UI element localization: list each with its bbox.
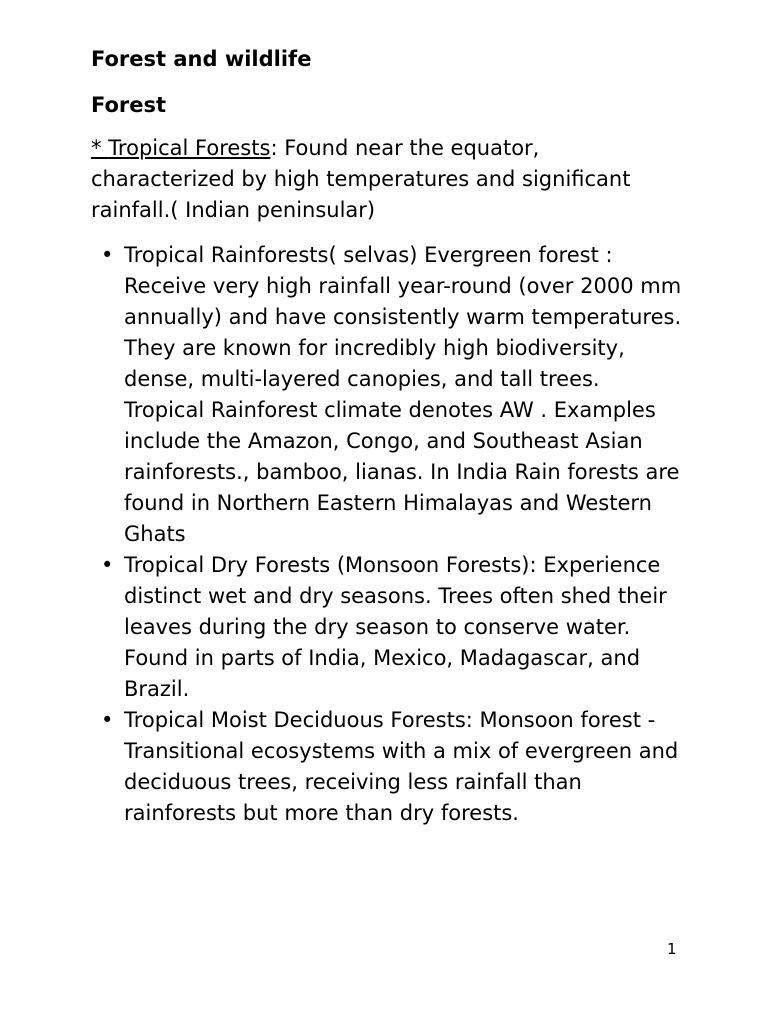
section-heading: Forest: [91, 93, 167, 117]
bullet-icon: •: [101, 243, 114, 267]
forest-type-list: [91, 240, 691, 829]
bullet-icon: •: [101, 553, 114, 577]
intro-term-text: Tropical Forests: [108, 136, 271, 160]
bullet-icon: •: [101, 708, 114, 732]
list-item: [91, 550, 684, 705]
intro-prefix: *: [91, 136, 109, 160]
intro-paragraph: [91, 133, 681, 226]
document-page: [91, 44, 691, 829]
list-item-text: Tropical Moist Deciduous Forests: Monsoon forest - Transitional ecosystems with a mix of evergreen and deciduous trees, receiving less rainfall than rainforests but more than dry forests.: [124, 708, 679, 825]
intro-text: : Found near the equator, characterized by high temperatures and significant rainfall.( Indian peninsular): [91, 136, 631, 222]
list-item-text: Tropical Dry Forests (Monsoon Forests): Experience distinct wet and dry seasons. Trees often shed their leaves during the dry season to conserve water. Found in parts of India, Mexico, Madagascar, and Brazil.: [124, 553, 667, 701]
list-item-text: Tropical Rainforests( selvas) Evergreen forest : Receive very high rainfall year-round (over 2000 mm annually) and have consistently warm temperatures. They are known for incredibly high biodiversity, dense, multi-layered canopies, and tall trees. Tropical Rainforest climate denotes AW . Examples include the Amazon, Congo, and Southeast Asian rainforests., bamboo, lianas. In India Rain forests are found in Northern Eastern Himalayas and Western Ghats: [124, 243, 682, 546]
document-title: Forest and wildlife: [91, 47, 312, 71]
page-number: 1: [667, 940, 677, 958]
intro-term: [91, 136, 270, 160]
list-item: [91, 705, 684, 829]
list-item: [91, 240, 684, 550]
